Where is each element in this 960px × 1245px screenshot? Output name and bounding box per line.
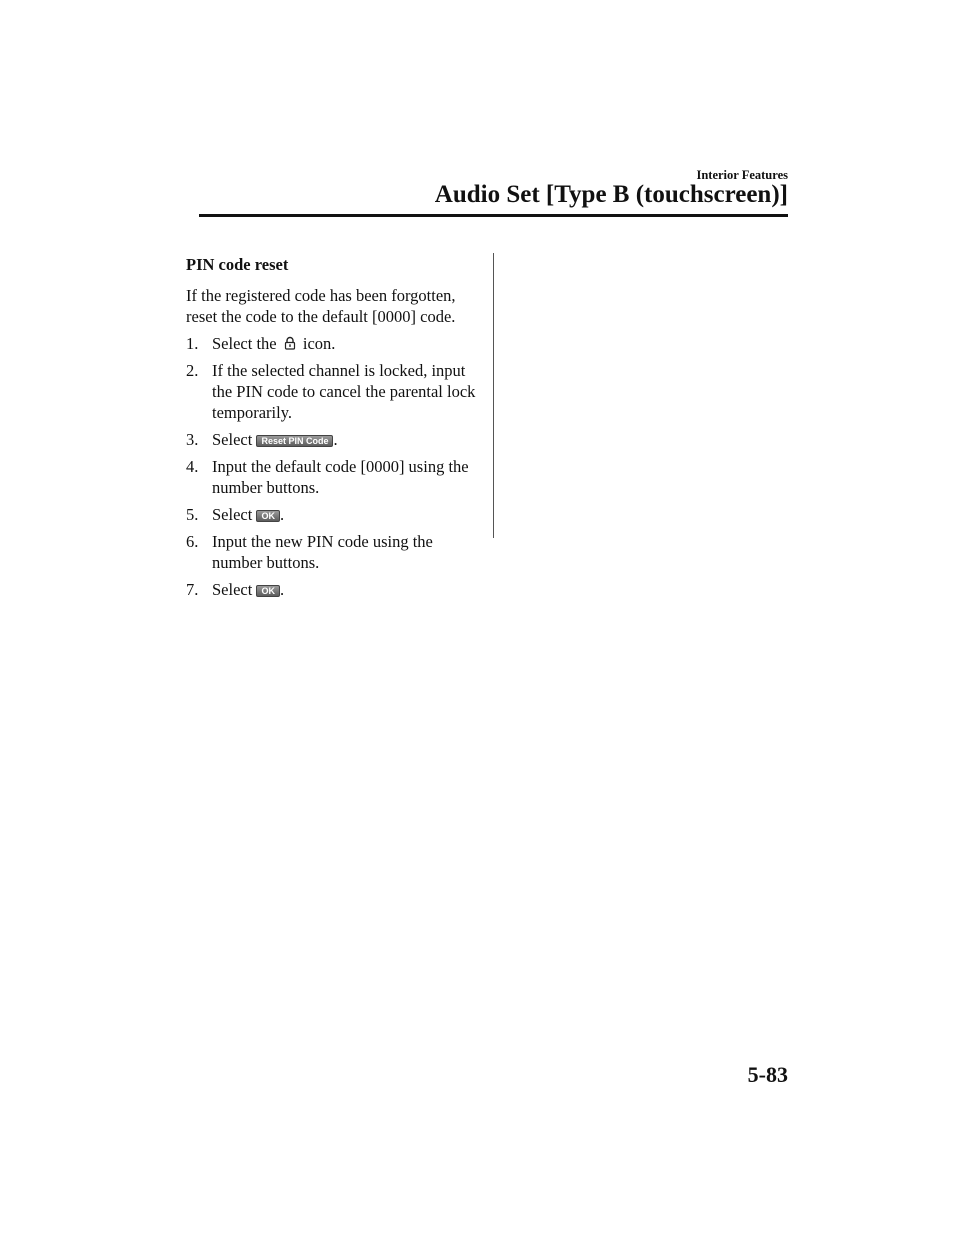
step-text: icon. — [302, 334, 336, 353]
step-2 — [186, 360, 486, 423]
step-number: 6. — [186, 532, 199, 551]
ok-button: OK — [256, 510, 280, 522]
step-number: 5. — [186, 505, 199, 524]
section-heading: PIN code reset — [186, 255, 289, 274]
step-4 — [186, 456, 486, 498]
step-6 — [186, 531, 486, 573]
step-text: Input the new PIN code using the number buttons. — [212, 532, 433, 572]
step-text: Input the default code [0000] using the number buttons. — [212, 457, 469, 497]
reset-pin-code-button: Reset PIN Code — [256, 435, 333, 447]
intro-paragraph: If the registered code has been forgotten, reset the code to the default [0000] code. — [186, 286, 456, 326]
section-label: Interior Features — [696, 168, 788, 182]
step-text: Select — [212, 430, 253, 449]
step-number: 1. — [186, 334, 199, 353]
step-text: . — [279, 580, 285, 599]
page-title: Audio Set [Type B (touchscreen)] — [434, 181, 788, 208]
step-text: . — [279, 505, 285, 524]
ok-button: OK — [256, 585, 280, 597]
step-number: 3. — [186, 430, 199, 449]
step-5 — [186, 504, 486, 525]
main-content — [186, 254, 486, 606]
header-divider — [199, 214, 788, 217]
step-text: Select the — [212, 334, 277, 353]
step-text: . — [333, 430, 338, 449]
step-text: If the selected channel is locked, input the PIN code to cancel the parental lock temporarily. — [212, 361, 476, 422]
step-number: 4. — [186, 457, 199, 476]
page-number: 5-83 — [747, 1062, 788, 1087]
step-3 — [186, 429, 486, 450]
step-number: 2. — [186, 361, 199, 380]
step-text: Select — [212, 580, 253, 599]
lock-icon — [283, 336, 297, 350]
step-7 — [186, 579, 486, 600]
steps-list — [186, 333, 486, 600]
step-1 — [186, 333, 486, 354]
column-divider — [493, 253, 494, 538]
step-text: Select — [212, 505, 253, 524]
step-number: 7. — [186, 580, 199, 599]
